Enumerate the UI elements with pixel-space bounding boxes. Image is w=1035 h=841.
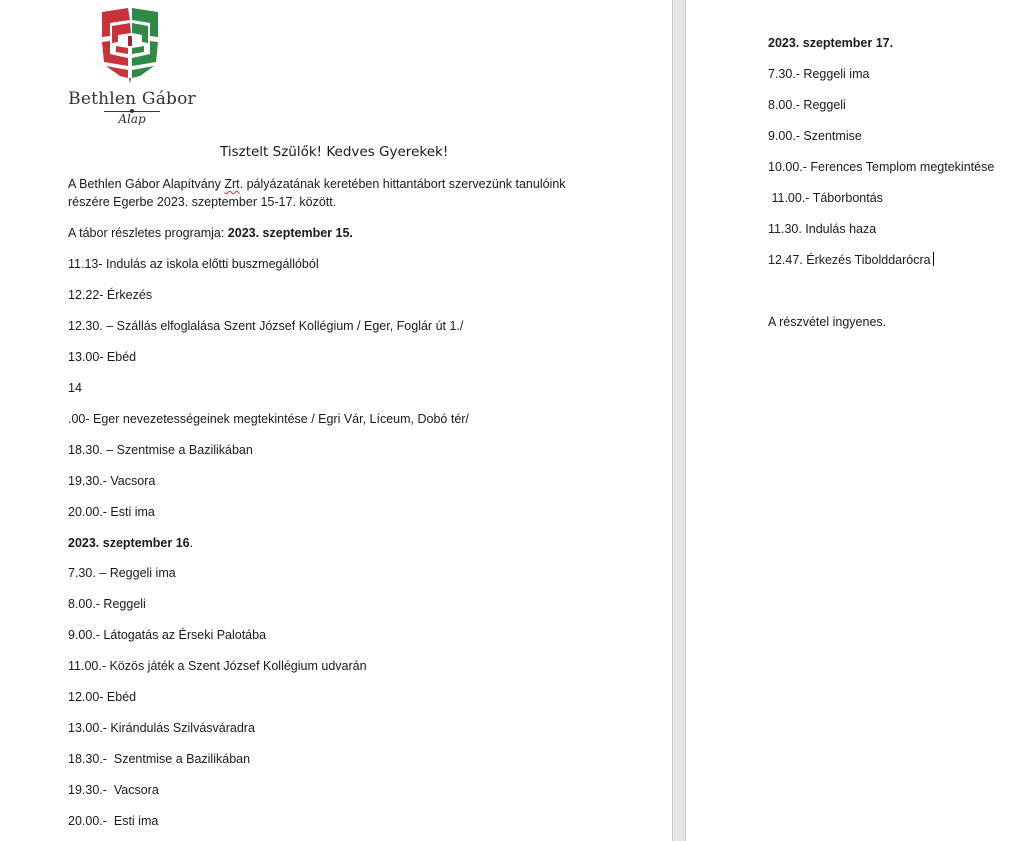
intro-text-start: A Bethlen Gábor Alapítvány <box>68 177 225 191</box>
day1-item[interactable]: 11.13- Indulás az iskola előtti buszmegállóból <box>68 257 319 271</box>
spelling-flagged-word[interactable]: Zrt <box>224 177 240 191</box>
day2-item[interactable]: 13.00.- Kirándulás Szilvásváradra <box>68 721 255 735</box>
day3-item[interactable]: 9.00.- Szentmise <box>768 129 862 143</box>
logo-name: Bethlen Gábor <box>68 89 196 109</box>
greeting-heading[interactable]: Tisztelt Szülők! Kedves Gyerekek! <box>220 144 449 160</box>
day1-item[interactable]: 19.30.- Vacsora <box>68 474 156 488</box>
closing-note[interactable]: A részvétel ingyenes. <box>768 315 887 329</box>
day3-last-item[interactable] <box>768 252 934 268</box>
day3-item[interactable]: 7.30.- Reggeli ima <box>768 67 870 81</box>
document-page-2 <box>686 0 1035 841</box>
intro-text-end: . pályázatának keretében hittantábort szervezünk tanulóink <box>239 177 566 191</box>
day1-item[interactable]: 12.30. – Szállás elfoglalása Szent József Kollégium / Eger, Foglár út 1./ <box>68 319 464 333</box>
page-gap <box>672 0 686 841</box>
shield-emblem-icon <box>98 6 162 84</box>
day2-item[interactable]: 18.30.- Szentmise a Bazilikában <box>68 752 251 766</box>
day3-item[interactable]: 10.00.- Ferences Templom megtekintése <box>768 160 995 174</box>
day3-item[interactable]: 8.00.- Reggeli <box>768 98 846 112</box>
program-prefix: A tábor részletes programja: <box>68 226 228 240</box>
day3-item-text: 12.47. Érkezés Tibolddarócra <box>768 253 931 267</box>
day2-item[interactable]: 9.00.- Látogatás az Érseki Palotába <box>68 628 267 642</box>
day1-item[interactable]: 14 <box>68 381 82 395</box>
day2-heading[interactable] <box>68 535 193 551</box>
day2-item[interactable]: 12.00- Ebéd <box>68 690 137 704</box>
program-heading[interactable] <box>68 225 353 241</box>
intro-paragraph-line-2[interactable]: részére Egerbe 2023. szeptember 15-17. között. <box>68 195 337 209</box>
day2-item[interactable]: 8.00.- Reggeli <box>68 597 146 611</box>
day3-item[interactable]: 11.00.- Táborbontás <box>768 191 883 205</box>
day1-item[interactable]: 13.00- Ebéd <box>68 350 137 364</box>
day2-item[interactable]: 19.30.- Vacsora <box>68 783 159 797</box>
day1-item[interactable]: 18.30. – Szentmise a Bazilikában <box>68 443 253 457</box>
day1-item[interactable]: 12.22- Érkezés <box>68 288 153 302</box>
bethlen-gabor-logo <box>62 4 202 128</box>
logo-subtitle: Alap <box>118 112 146 126</box>
day2-date: 2023. szeptember 16 <box>68 536 190 550</box>
day1-item[interactable]: 20.00.- Esti ima <box>68 505 155 519</box>
day2-date-suffix: . <box>189 536 194 550</box>
text-cursor <box>933 252 934 266</box>
day2-item[interactable]: 20.00.- Esti ima <box>68 814 159 828</box>
intro-paragraph-line-1[interactable] <box>68 176 566 192</box>
day2-item[interactable]: 7.30. – Reggeli ima <box>68 566 176 580</box>
day1-item[interactable]: .00- Eger nevezetességeinek megtekintése / Egri Vár, Líceum, Dobó tér/ <box>68 412 469 426</box>
day2-item[interactable]: 11.00.- Közös játék a Szent József Kollégium udvarán <box>68 659 367 673</box>
day3-heading[interactable]: 2023. szeptember 17. <box>768 36 894 50</box>
day3-item[interactable]: 11.30. Indulás haza <box>768 222 877 236</box>
day1-date: 2023. szeptember 15. <box>227 226 353 240</box>
